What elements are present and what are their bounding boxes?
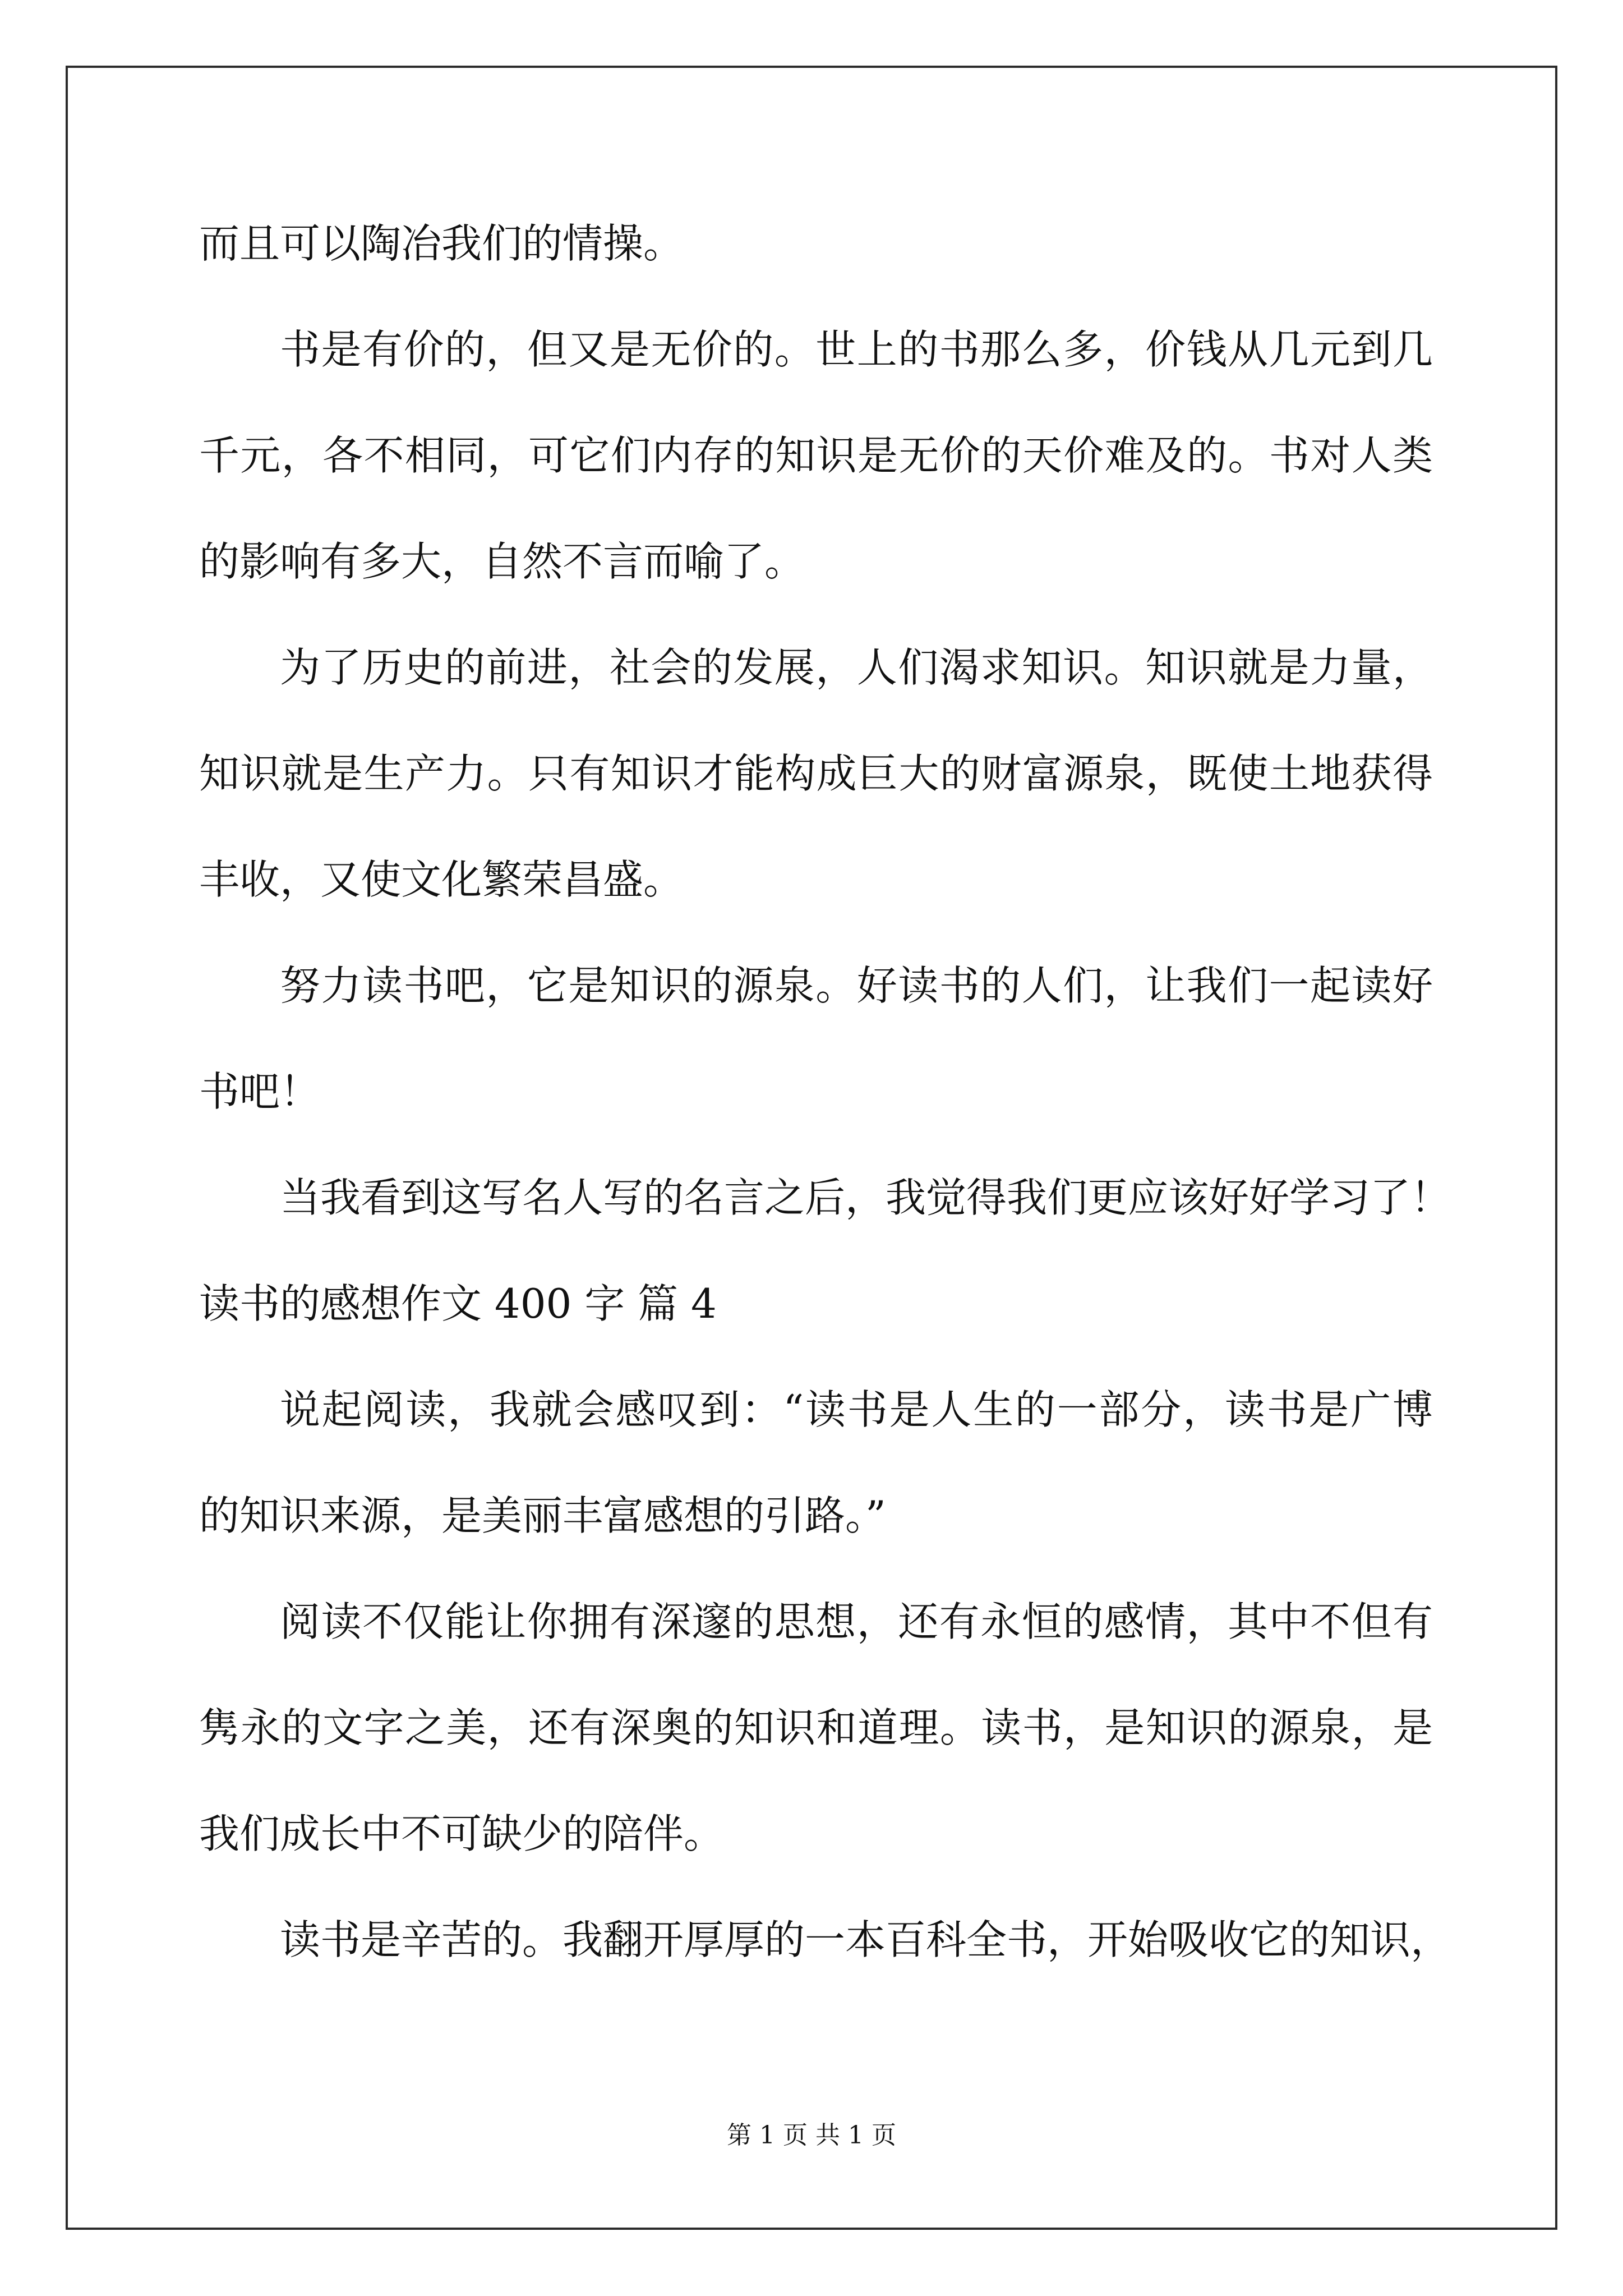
document-body <box>199 191 1451 1993</box>
text-line: 千元，各不相同，可它们内存的知识是无价的天价难及的。书对人类 <box>199 432 1433 479</box>
text-line: 丰收，又使文化繁荣昌盛。 <box>199 856 684 903</box>
text-line: 隽永的文字之美，还有深奥的知识和道理。读书，是知识的源泉，是 <box>199 1704 1433 1751</box>
text-line: 知识就是生产力。只有知识才能构成巨大的财富源泉，既使土地获得 <box>199 750 1433 797</box>
paragraph-line: 为了历史的前进，社会的发展，人们渴求知识。知识就是力量， <box>280 644 1433 691</box>
paragraph-line: 阅读不仅能让你拥有深邃的思想，还有永恒的感情，其中不但有 <box>280 1598 1433 1645</box>
text-line: 的知识来源，是美丽丰富感想的引路。” <box>199 1492 886 1539</box>
paragraph-line: 努力读书吧，它是知识的源泉。好读书的人们，让我们一起读好 <box>280 962 1433 1009</box>
text-line: 书吧！ <box>199 1068 321 1115</box>
page-footer: 第 1 页 共 1 页 <box>727 2121 896 2150</box>
section-heading: 读书的感想作文 400 字 篇 4 <box>199 1280 717 1327</box>
paragraph-line: 当我看到这写名人写的名言之后，我觉得我们更应该好好学习了！ <box>280 1174 1451 1221</box>
paragraph-line: 书是有价的，但又是无价的。世上的书那么多，价钱从几元到几 <box>280 326 1433 373</box>
paragraph-line: 读书是辛苦的。我翻开厚厚的一本百科全书，开始吸收它的知识， <box>280 1916 1451 1963</box>
text-line: 而且可以陶冶我们的情操。 <box>199 220 684 267</box>
text-line: 我们成长中不可缺少的陪伴。 <box>199 1810 725 1857</box>
paragraph-line: 说起阅读，我就会感叹到：“读书是人生的一部分，读书是广博 <box>280 1386 1433 1433</box>
text-line: 的影响有多大，自然不言而喻了。 <box>199 538 805 585</box>
